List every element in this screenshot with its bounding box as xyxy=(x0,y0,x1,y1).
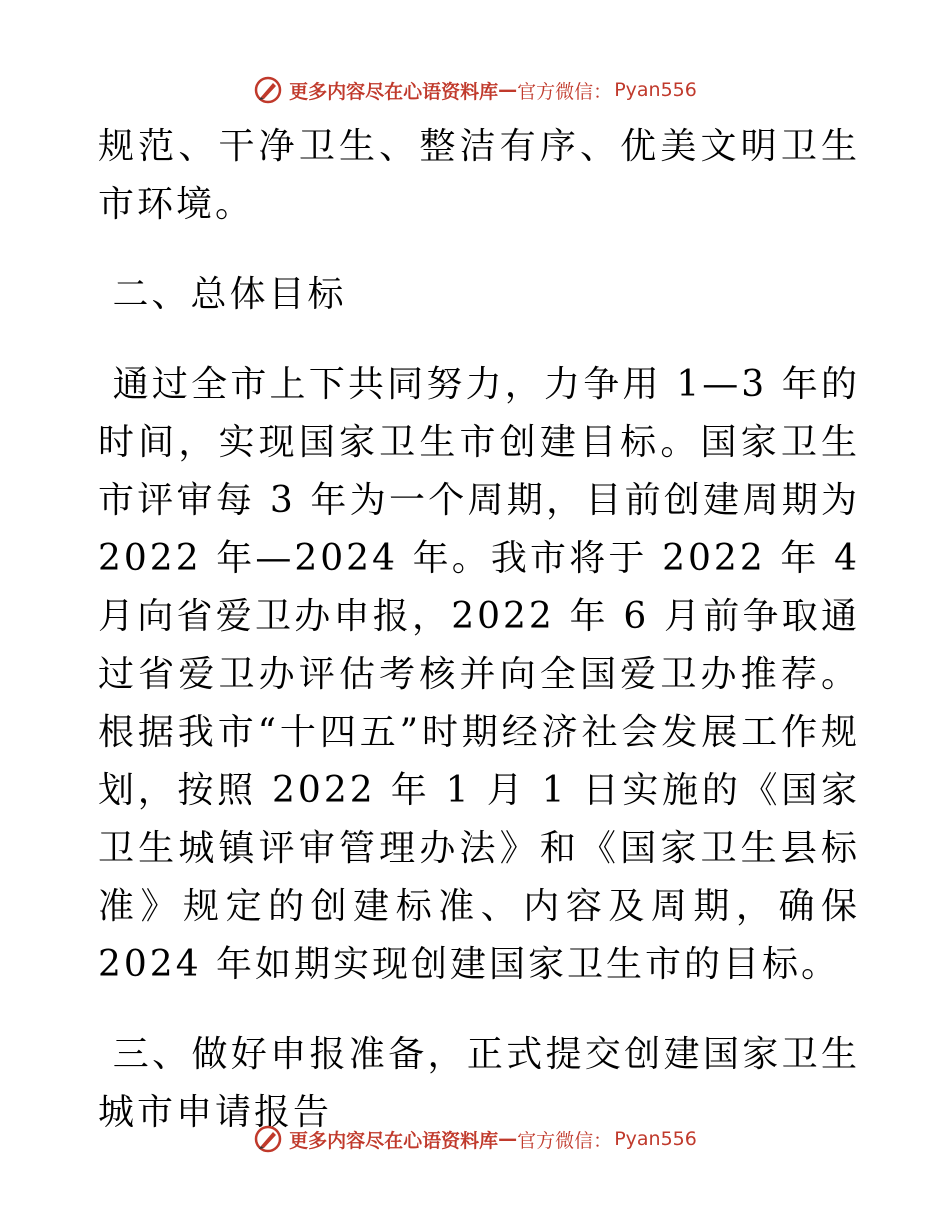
banner-wechat-id: Pyan556 xyxy=(614,1128,697,1150)
paragraph-1: 规范、干净卫生、整洁有序、优美文明卫生市环境。 xyxy=(98,126,860,225)
pen-logo-icon xyxy=(253,75,283,105)
banner-dash: — xyxy=(498,1128,518,1150)
pen-logo-icon xyxy=(253,1124,283,1154)
banner-main-text: 更多内容尽在心语资料库 xyxy=(289,1129,499,1152)
banner-main-text: 更多内容尽在心语资料库 xyxy=(289,80,499,103)
document-body xyxy=(98,118,875,1142)
banner-wechat-label: 官方微信： xyxy=(517,1129,613,1152)
paragraph-2: 通过全市上下共同努力，力争用 1—3 年的时间，实现国家卫生市创建目标。国家卫生市评审每 3 年为一个周期，目前创建周期为 2022 年—2024 年。我市将于 2022 年 4 月向省爱卫办申报，2022 年 6 月前争取通过省爱卫办评估考核并向全国爱卫办推荐。根据我市“十四五”时期经济社会发展工作规划，按照 2022 年 1 月 1 日实施的《国家卫生城镇评审管理办法》和《国家卫生县标准》规定的创建标准、内容及周期，确保 2024 年如期实现创建国家卫生市的目标。 xyxy=(98,364,875,985)
banner-dash: — xyxy=(498,79,518,101)
footer-banner xyxy=(0,1119,950,1159)
banner-wechat-id: Pyan556 xyxy=(614,79,697,101)
heading-2: 二、总体目标 xyxy=(98,274,347,315)
heading-3: 三、做好申报准备，正式提交创建国家卫生城市申请报告 xyxy=(98,1034,860,1133)
header-banner xyxy=(0,70,950,110)
banner-wechat-label: 官方微信： xyxy=(517,80,613,103)
